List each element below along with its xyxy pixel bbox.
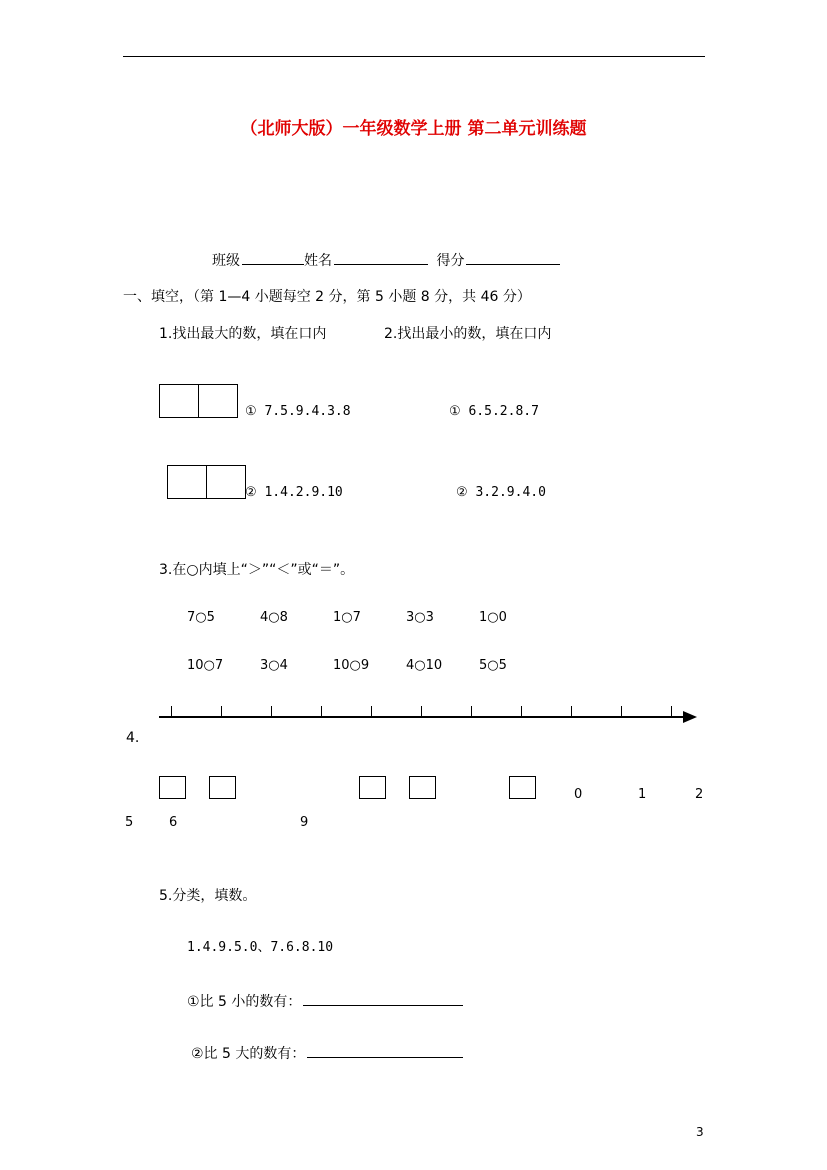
score-blank[interactable] [466, 250, 560, 265]
number-label: 6 [169, 815, 178, 830]
number-box[interactable] [509, 776, 536, 799]
q5-smaller [187, 991, 463, 1009]
number-line-tick [421, 706, 422, 717]
name-label: 姓名 [304, 253, 332, 269]
number-line-tick [671, 706, 672, 717]
compare-item[interactable]: 5○5 [479, 658, 507, 673]
class-blank[interactable] [242, 250, 304, 265]
number-box[interactable] [209, 776, 236, 799]
number-label: 0 [574, 787, 583, 802]
q5-smaller-blank[interactable] [303, 991, 463, 1006]
compare-item[interactable]: 1○0 [479, 610, 507, 625]
q5-larger [191, 1043, 463, 1061]
class-label: 班级 [212, 253, 240, 269]
answer-box[interactable] [198, 384, 238, 418]
header-rule [123, 56, 705, 57]
page-number: 3 [696, 1125, 704, 1139]
number-line-tick [571, 706, 572, 717]
question-3: 3.在○内填上“＞”“＜”或“＝”。 [159, 562, 355, 578]
question-1: 1.找出最大的数，填在口内 [159, 326, 327, 342]
score-label: 得分 [436, 253, 465, 269]
compare-item[interactable]: 1○7 [333, 610, 361, 625]
number-line-tick [521, 706, 522, 717]
q2-item-1: ① 6.5.2.8.7 [449, 404, 539, 419]
q2-item-2: ② 3.2.9.4.0 [456, 485, 546, 500]
number-line-tick [471, 706, 472, 717]
compare-item[interactable]: 3○4 [260, 658, 288, 673]
arrow-right-icon [683, 711, 697, 723]
compare-item[interactable]: 10○7 [187, 658, 224, 673]
info-line [212, 250, 560, 268]
compare-item[interactable]: 4○8 [260, 610, 288, 625]
compare-item[interactable]: 3○3 [406, 610, 434, 625]
q1-item-1: ① 7.5.9.4.3.8 [245, 404, 351, 419]
number-line-tick [621, 706, 622, 717]
q5-larger-label: ②比 5 大的数有： [191, 1046, 306, 1062]
number-label: 5 [125, 815, 134, 830]
page-title: （北师大版）一年级数学上册 第二单元训练题 [240, 119, 587, 139]
number-label: 1 [638, 787, 647, 802]
answer-box[interactable] [206, 465, 246, 499]
number-line-tick [171, 706, 172, 717]
number-box[interactable] [159, 776, 186, 799]
number-line-tick [221, 706, 222, 717]
question-4: 4. [126, 730, 140, 746]
number-box[interactable] [409, 776, 436, 799]
number-label: 9 [300, 815, 309, 830]
number-box[interactable] [359, 776, 386, 799]
answer-box[interactable] [167, 465, 207, 499]
question-5: 5.分类，填数。 [159, 888, 257, 904]
question-2: 2.找出最小的数，填在口内 [384, 326, 552, 342]
q5-numbers: 1.4.9.5.0、7.6.8.10 [187, 940, 334, 955]
compare-item[interactable]: 10○9 [333, 658, 370, 673]
number-line-tick [271, 706, 272, 717]
q5-larger-blank[interactable] [307, 1043, 463, 1058]
compare-item[interactable]: 7○5 [187, 610, 215, 625]
compare-item[interactable]: 4○10 [406, 658, 443, 673]
number-line-tick [321, 706, 322, 717]
section-heading: 一、填空，（第 1—4 小题每空 2 分，第 5 小题 8 分，共 46 分） [123, 289, 531, 305]
number-line-tick [371, 706, 372, 717]
q1-item-2: ② 1.4.2.9.10 [245, 485, 343, 500]
answer-box[interactable] [159, 384, 199, 418]
q5-smaller-label: ①比 5 小的数有： [187, 994, 302, 1010]
number-label: 2 [695, 787, 704, 802]
name-blank[interactable] [334, 250, 428, 265]
